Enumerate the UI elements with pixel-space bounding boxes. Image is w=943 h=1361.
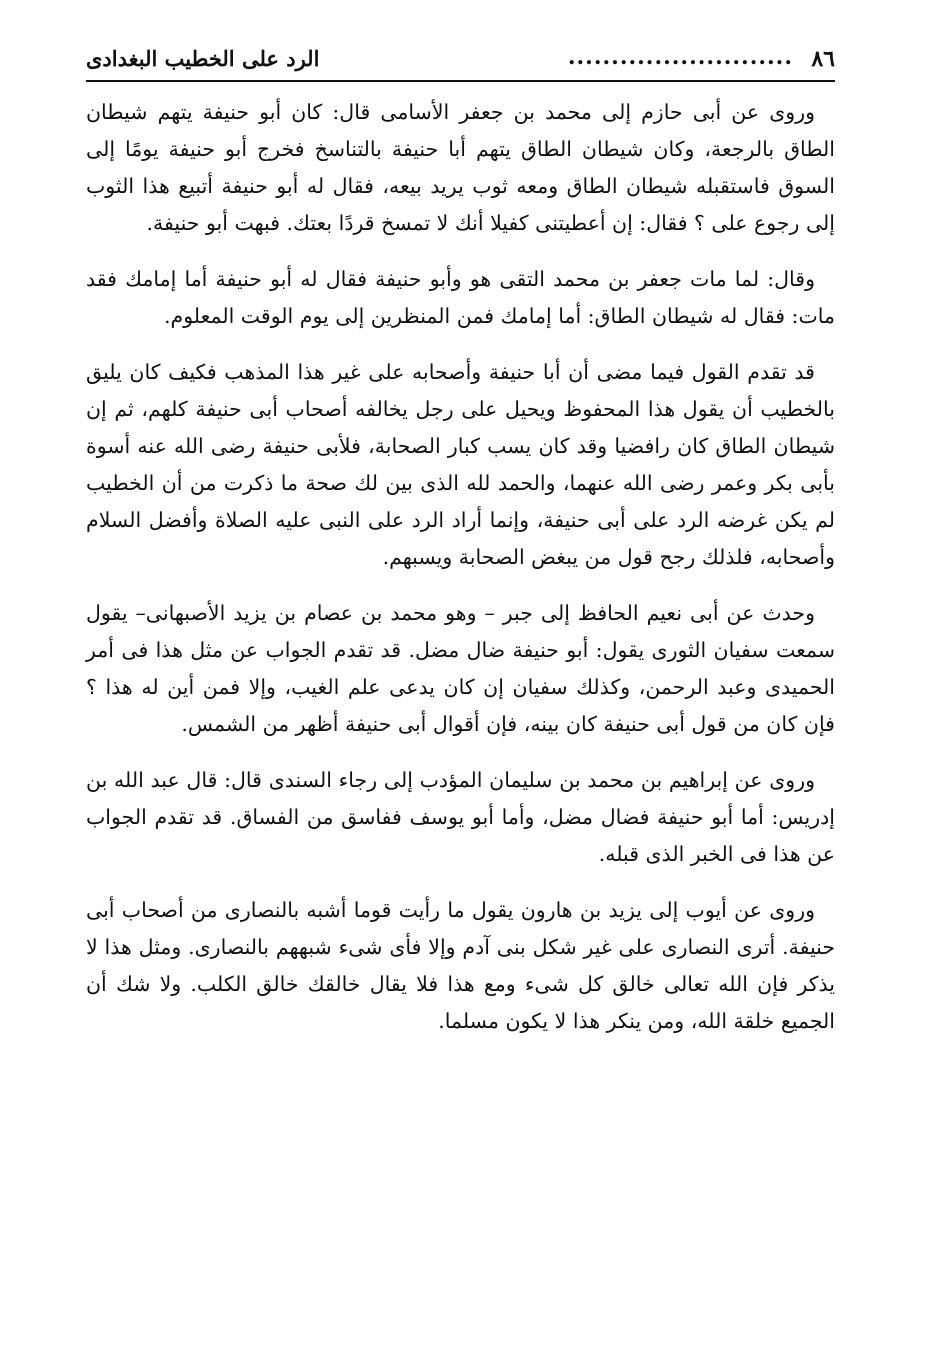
paragraph: قد تقدم القول فيما مضى أن أبا حنيفة وأصحابه على غير هذا المذهب فكيف كان يليق بالخطيب أن يقول هذا المحفوظ ويحيل على رجل يخالفه أصحاب أبى حنيفة كلهم، ثم إن شيطان الطاق كان رافضيا وقد كان يسب كبار الصحابة، فلأبى حنيفة رضى الله عنه أسوة بأبى بكر وعمر رضى الله عنهما، والحمد لله الذى بين لك صحة ما ذكرت من أن الخطيب لم يكن غرضه الرد على أبى حنيفة، وإنما أراد الرد على النبى عليه الصلاة وأفضل السلام وأصحابه، فلذلك رجح قول من يبغض الصحابة ويسبهم. [86, 360, 835, 569]
paragraph: وروى عن إبراهيم بن محمد بن سليمان المؤدب إلى رجاء السندى قال: قال عبد الله بن إدريس: أما أبو حنيفة فضال مضل، وأما أبو يوسف ففاسق من الفساق. قد تقدم الجواب عن هذا فى الخبر الذى قبله. [86, 768, 835, 866]
page-header [86, 40, 835, 82]
body-text [86, 94, 835, 1040]
paragraph: وقال: لما مات جعفر بن محمد التقى هو وأبو حنيفة فقال له أبو حنيفة أما إمامك فقد مات: فقال له شيطان الطاق: أما إمامك فمن المنظرين إلى يوم الوقت المعلوم. [86, 267, 835, 328]
paragraph: وحدث عن أبى نعيم الحافظ إلى جبر – وهو محمد بن عصام بن يزيد الأصبهانى– يقول سمعت سفيان الثورى يقول: أبو حنيفة ضال مضل. قد تقدم الجواب عن مثل هذا فى أمر الحميدى وعبد الرحمن، وكذلك سفيان إن كان يدعى علم الغيب، وإلا فمن أين له هذا ؟ فإن كان من قول أبى حنيفة كان بينه، فإن أقوال أبى حنيفة أظهر من الشمس. [86, 601, 835, 736]
header-dot-leader: .......................... [567, 44, 793, 70]
paragraph: وروى عن أبى حازم إلى محمد بن جعفر الأسامى قال: كان أبو حنيفة يتهم شيطان الطاق بالرجعة، وكان شيطان الطاق يتهم أبا حنيفة بالتناسخ فخرج أبو حنيفة يومًا إلى السوق فاستقبله شيطان الطاق ومعه ثوب يريد بيعه، فقال له أبو حنيفة أتبيع هذا الثوب إلى رجوع على ؟ فقال: إن أعطيتنى كفيلا أنك لا تمسخ قردًا بعتك. فبهت أبو حنيفة. [86, 100, 835, 235]
running-title: الرد على الخطيب البغدادى [86, 46, 320, 71]
paragraph: وروى عن أيوب إلى يزيد بن هارون يقول ما رأيت قوما أشبه بالنصارى من أصحاب أبى حنيفة. أترى النصارى على غير شكل بنى آدم وإلا فأى شىء شبههم بالنصارى. ومثل هذا لا يذكر فإن الله تعالى خالق كل شىء ومع هذا فلا يقال خالقك خالق الكلب. ولا شك أن الجميع خلقة الله، ومن ينكر هذا لا يكون مسلما. [86, 898, 835, 1033]
page-number: ٨٦ [811, 46, 835, 72]
